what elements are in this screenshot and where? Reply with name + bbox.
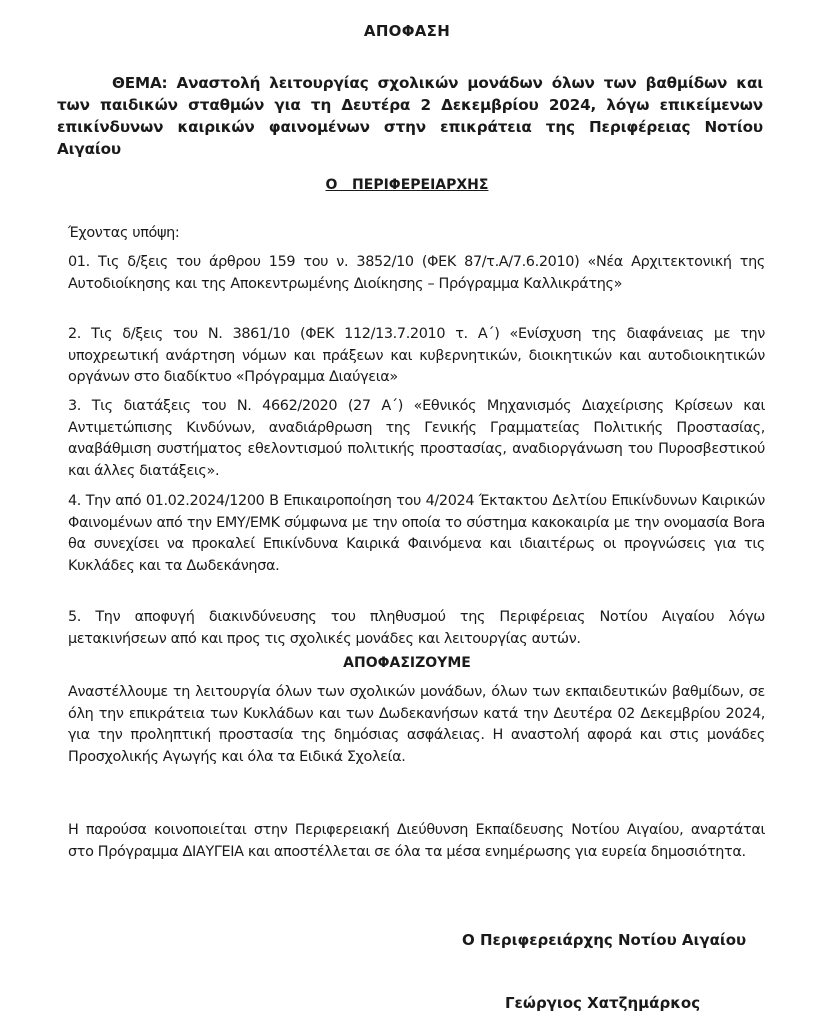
consideration-item-5: 5. Την αποφυγή διακινδύνευσης του πληθυσμού της Περιφέρειας Νοτίου Αιγαίου λόγω μετακινήσεων από και προς τις σχολικές μονάδες και λειτουργίας αυτών. — [68, 609, 765, 647]
consideration-item-4: 4. Την από 01.02.2024/1200 Β Επικαιροποίηση του 4/2024 Έκτακτου Δελτίου Επικίνδυνων Καιρικών Φαινομένων από την ΕΜΥ/ΕΜΚ σύμφωνα με την οποία το σύστημα κακοκαιρία με την ονομασία Bora θα συνεχίσει να προκαλεί Επικίνδυνα Καιρικά Φαινόμενα και ιδιαιτέρως οι προγνώσεις για τις Κυκλάδες και τα Δωδεκάνησα. — [68, 493, 765, 574]
notice-paragraph: Η παρούσα κοινοποιείται στην Περιφερειακή Διεύθυνση Εκπαίδευσης Νοτίου Αιγαίου, αναρτάται στο Πρόγραμμα ΔΙΑΥΓΕΙΑ και αποστέλλεται σε όλα τα μέσα ενημέρωσης για ευρεία δημοσιότητα. — [68, 822, 765, 860]
consideration-item-3: 3. Τις διατάξεις του Ν. 4662/2020 (27 Α΄) «Εθνικός Μηχανισμός Διαχείρισης Κρίσεων και Αντιμετώπισης Κινδύνων, αναδιάρθρωση της Γενικής Γραμματείας Πολιτικής Προστασίας, αναβάθμιση συστήματος εθελοντισμού πολιτικής προστασίας, αναδιοργάνωση του Πυροσβεστικού και άλλες διατάξεις». — [68, 398, 765, 479]
authority-heading: Ο ΠΕΡΙΦΕΡΕΙΑΡΧΗΣ — [325, 177, 489, 193]
signature-name: Γεώργιος Χατζημάρκος — [505, 994, 701, 1012]
considering-intro: Έχοντας υπόψη: — [68, 225, 180, 241]
decision-paragraph: Αναστέλλουμε τη λειτουργία όλων των σχολικών μονάδων, όλων των εκπαιδευτικών βαθμίδων, σε όλη την επικράτεια των Κυκλάδων και των Δωδεκανήσων κατά την Δευτέρα 02 Δεκεμβρίου 2024, για την προληπτική προστασία της δημόσιας ασφάλειας. Η αναστολή αφορά και στις μονάδες Προσχολικής Αγωγής και όλα τα Ειδικά Σχολεία. — [68, 684, 765, 765]
decide-heading: ΑΠΟΦΑΣΙΖΟΥΜΕ — [343, 655, 471, 671]
signature-role: Ο Περιφερειάρχης Νοτίου Αιγαίου — [462, 931, 747, 949]
consideration-item-2: 2. Τις δ/ξεις του Ν. 3861/10 (ΦΕΚ 112/13.7.2010 τ. Α΄) «Ενίσχυση της διαφάνειας με την υποχρεωτική ανάρτηση νόμων και πράξεων και κυβερνητικών, διοικητικών και αυτοδιοικητικών οργάνων στο διαδίκτυο «Πρόγραμμα Διαύγεια» — [68, 326, 765, 386]
consideration-item-1: 01. Τις δ/ξεις του άρθρου 159 του ν. 3852/10 (ΦΕΚ 87/τ.Α/7.6.2010) «Νέα Αρχιτεκτονική της Αυτοδιοίκησης και της Αποκεντρωμένης Διοίκησης – Πρόγραμμα Καλλικράτης» — [68, 254, 765, 292]
document-subject: ΘΕΜΑ: Αναστολή λειτουργίας σχολικών μονάδων όλων των βαθμίδων και των παιδικών σταθμών για τη Δευτέρα 2 Δεκεμβρίου 2024, λόγω επικείμενων επικίνδυνων καιρικών φαινομένων στην επικράτεια της Περιφέρειας Νοτίου Αιγαίου — [57, 74, 763, 158]
document-title: ΑΠΟΦΑΣΗ — [363, 22, 451, 40]
